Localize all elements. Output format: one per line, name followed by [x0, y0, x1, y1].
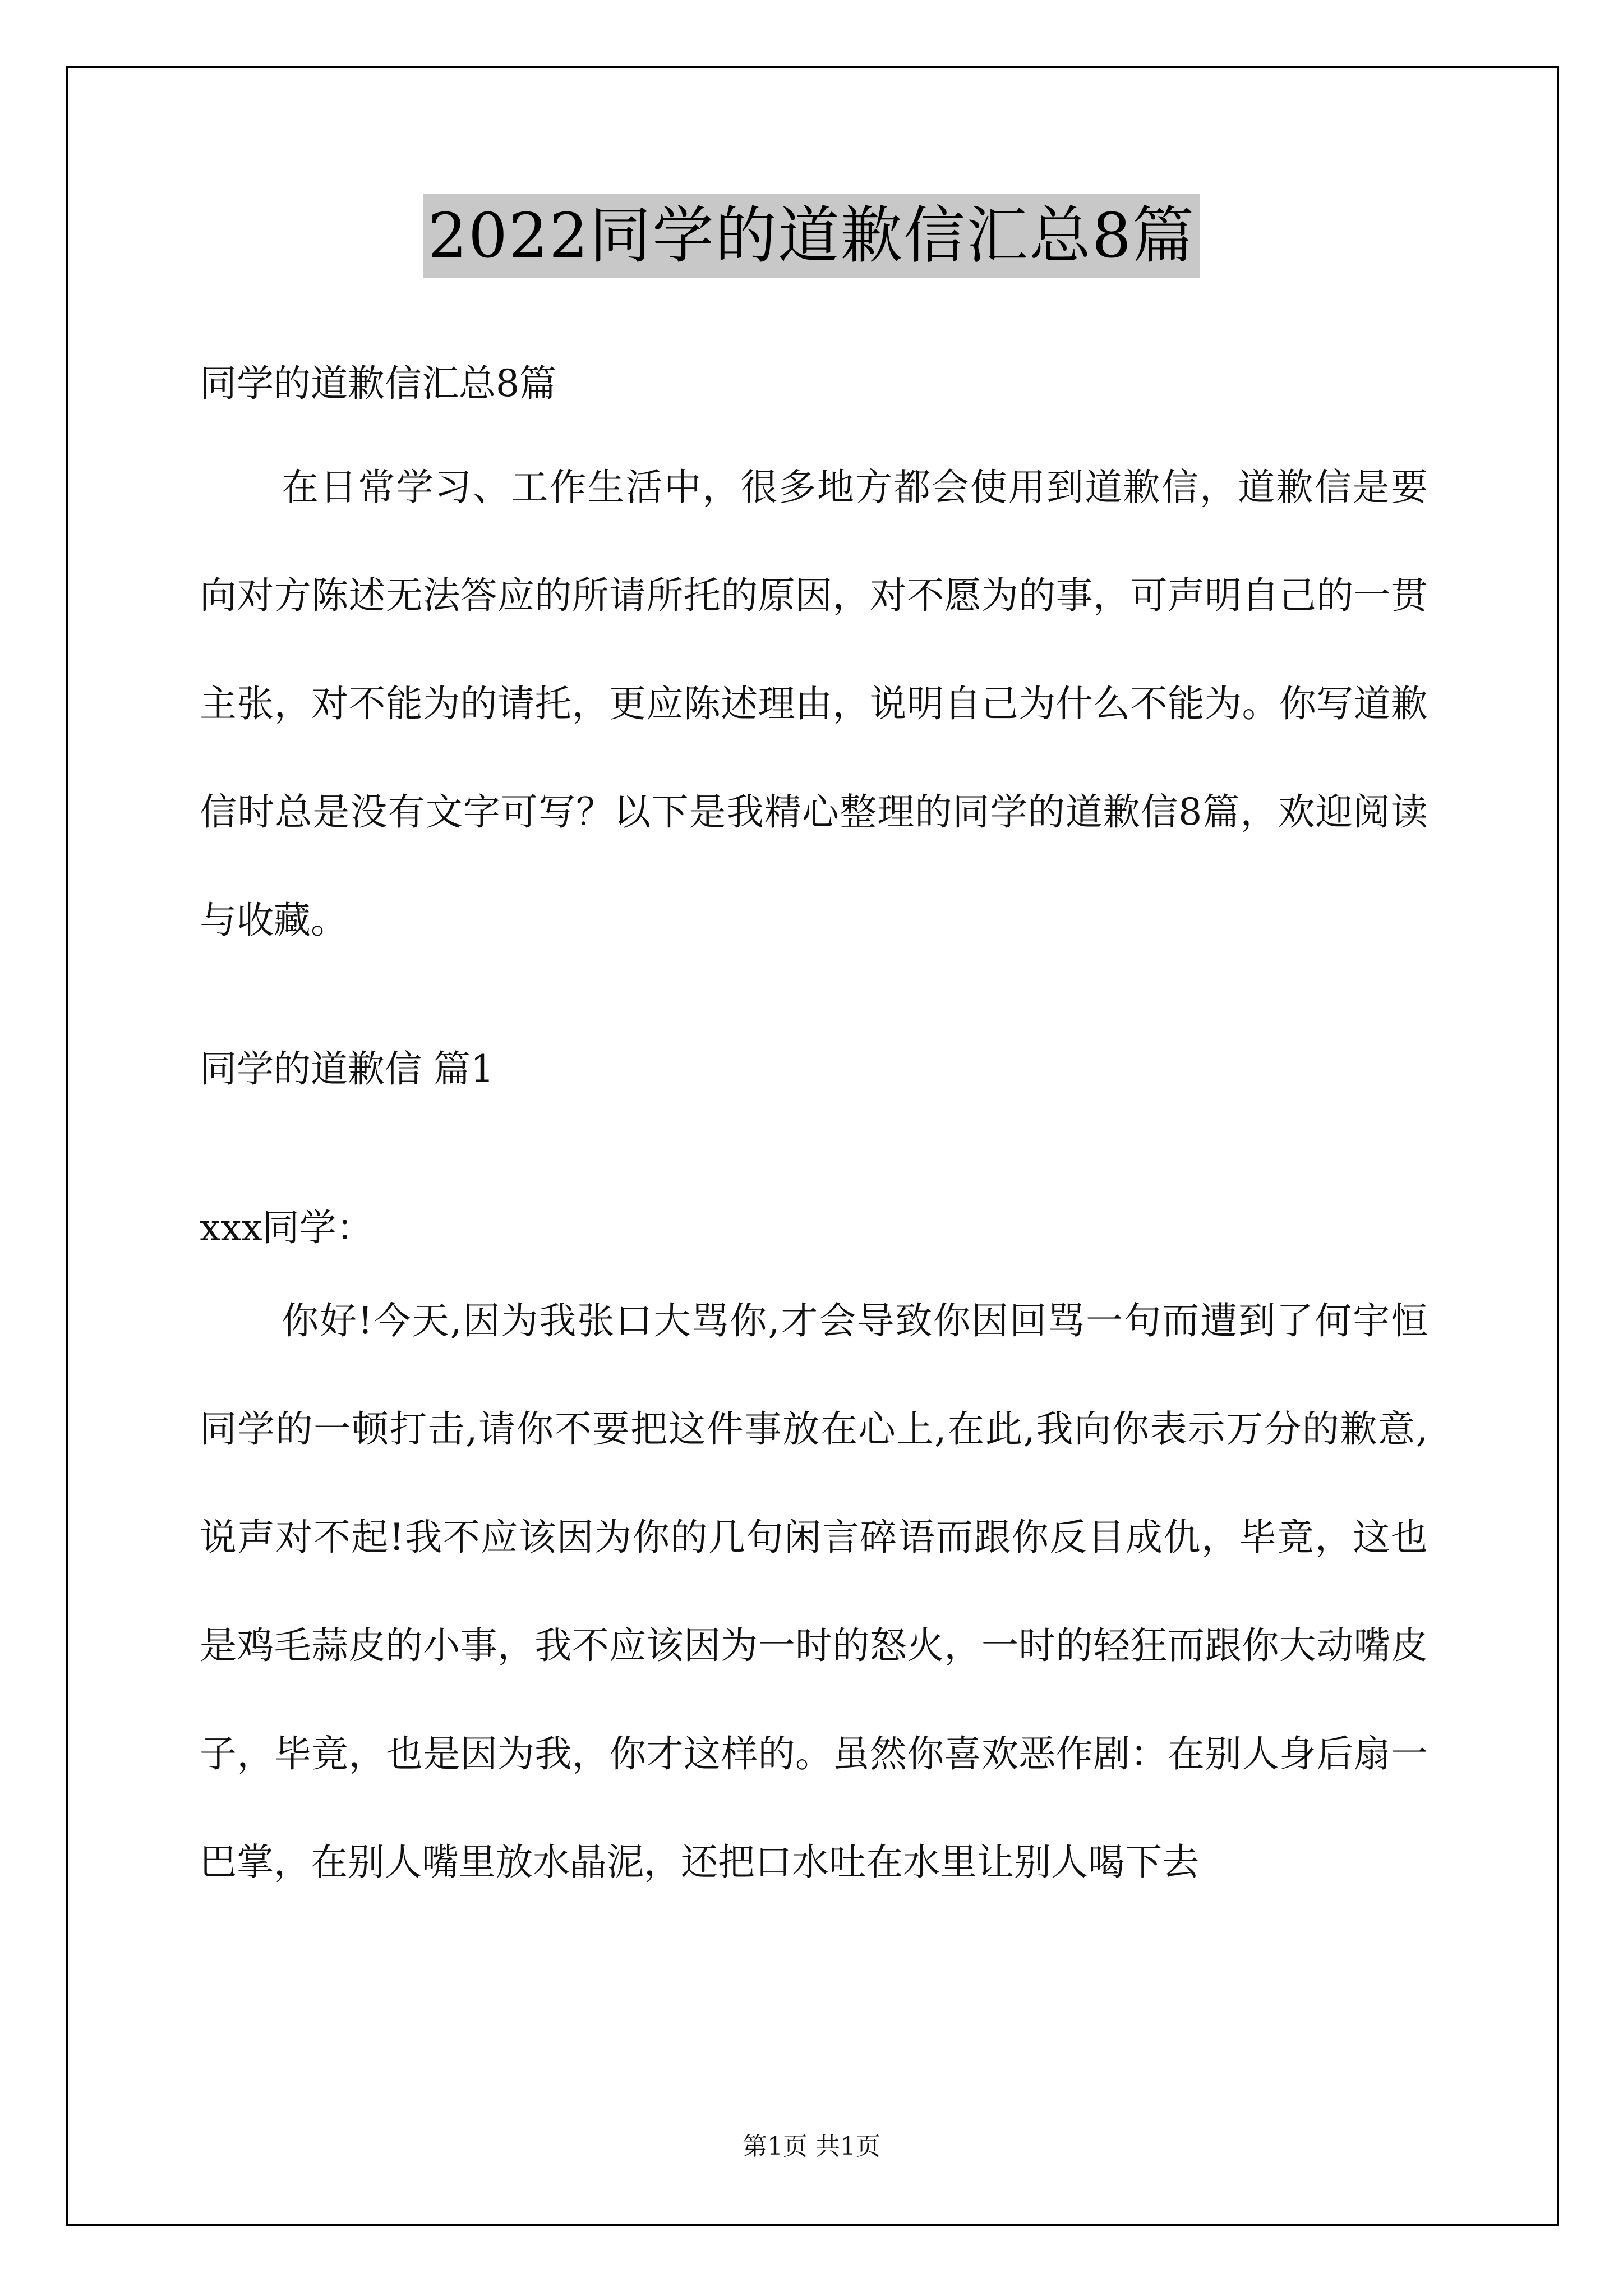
- section-heading: 同学的道歉信 篇1: [200, 1047, 494, 1091]
- letter-body: 你好!今天,因为我张口大骂你,才会导致你因回骂一句而遭到了何宇恒同学的一顿打击,请你不要把这件事放在心上,在此,我向你表示万分的歉意,说声对不起!我不应该因为你的几句闲言碎语而跟你反目成仇，毕竟，这也是鸡毛蒜皮的小事，我不应该因为一时的怒火，一时的轻狂而跟你大动嘴皮子，毕竟，也是因为我，你才这样的。虽然你喜欢恶作剧：在别人身后扇一巴掌，在别人嘴里放水晶泥，还把口水吐在水里让别人喝下去: [200, 1299, 1428, 1884]
- document-subtitle: 同学的道歉信汇总8篇: [200, 362, 556, 405]
- document-title: 2022同学的道歉信汇总8篇: [423, 194, 1200, 278]
- page-footer: 第1页 共1页: [743, 2132, 880, 2161]
- letter-salutation: xxx同学：: [200, 1206, 374, 1249]
- title-container: [0, 194, 1623, 278]
- intro-paragraph: 在日常学习、工作生活中，很多地方都会使用到道歉信，道歉信是要向对方陈述无法答应的所请所托的原因，对不愿为的事，可声明自己的一贯主张，对不能为的请托，更应陈述理由，说明自己为什么不能为。你写道歉信时总是没有文字可写？以下是我精心整理的同学的道歉信8篇，欢迎阅读与收藏。: [200, 466, 1428, 942]
